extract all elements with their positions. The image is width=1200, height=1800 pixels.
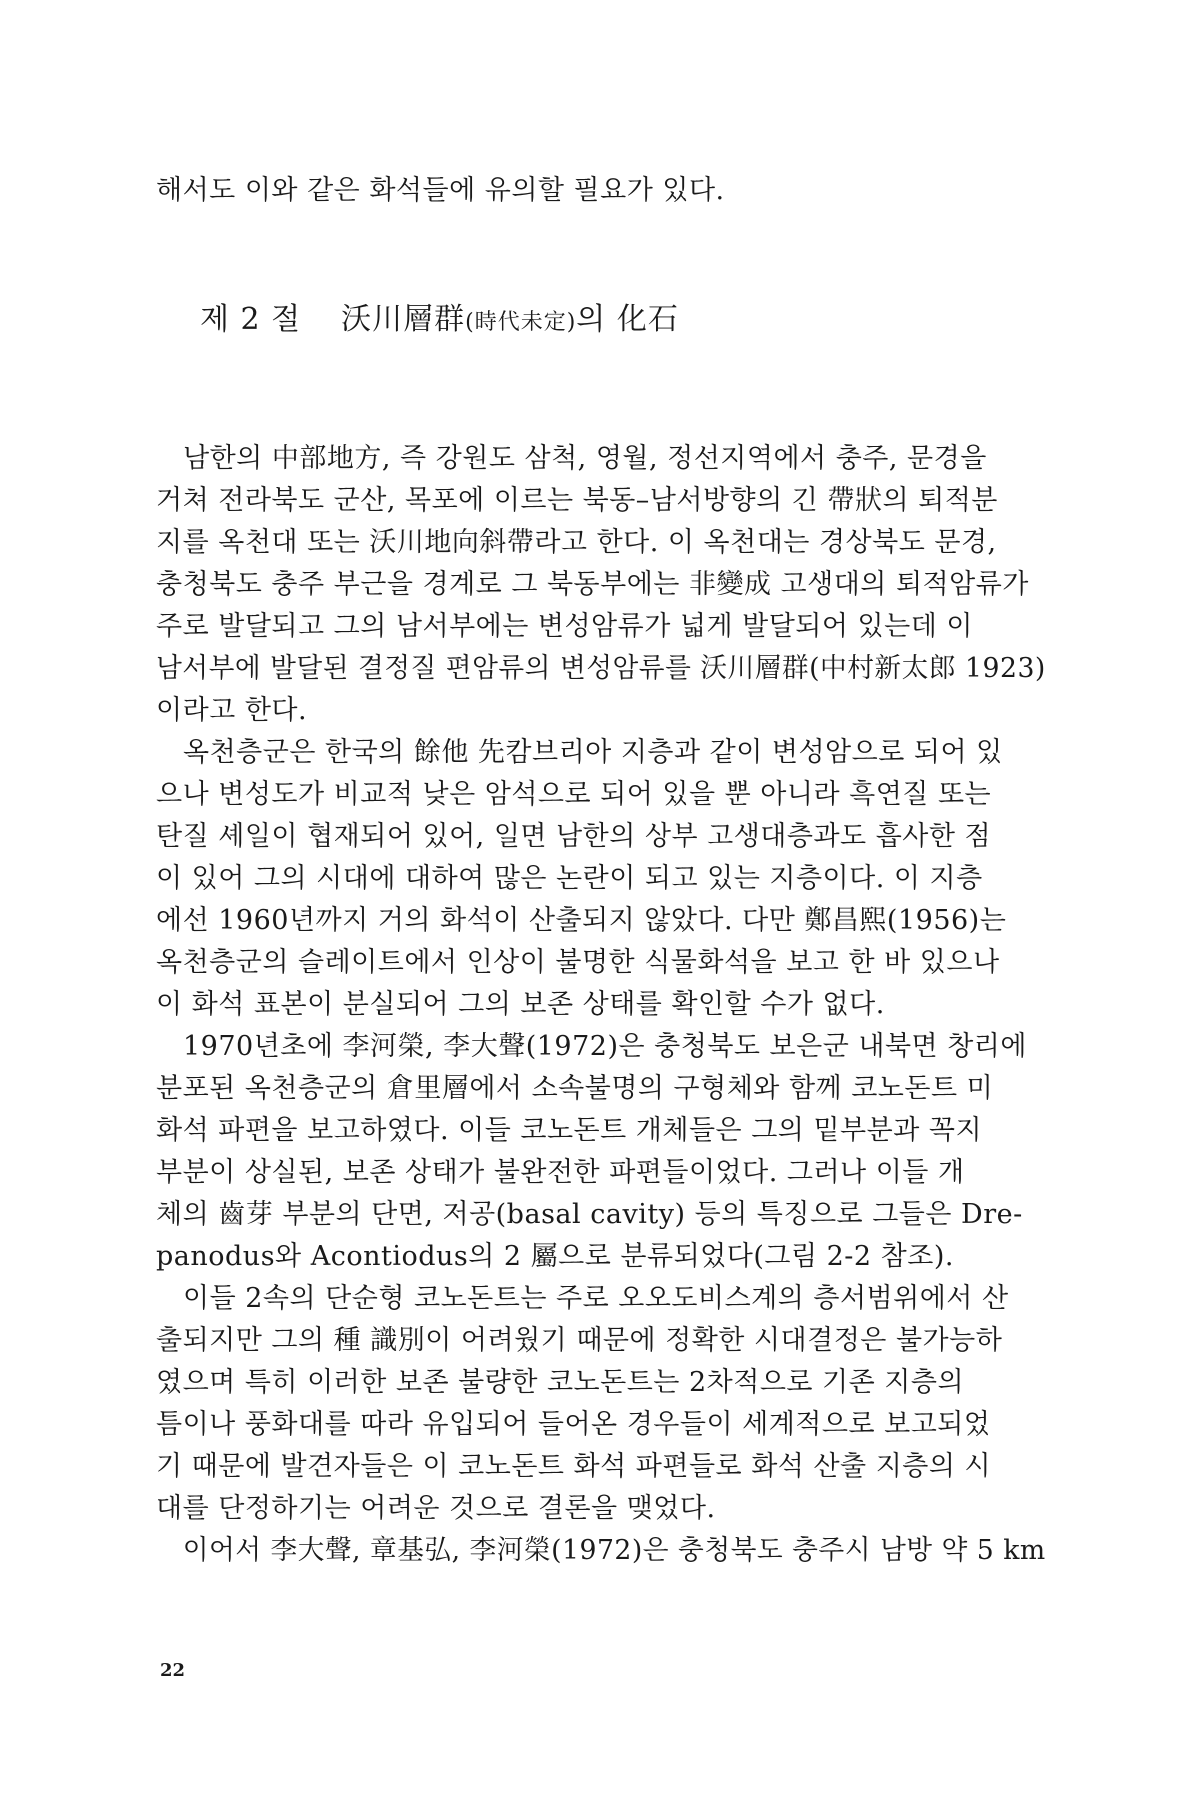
text-line: 부분이 상실된, 보존 상태가 불완전한 파편들이었다. 그러나 이들 개 bbox=[156, 1157, 965, 1188]
text-line: 거쳐 전라북도 군산, 목포에 이르는 북동–남서방향의 긴 帶狀의 퇴적분 bbox=[156, 485, 998, 516]
text-line: 이라고 한다. bbox=[156, 695, 308, 726]
text-line: 틈이나 풍화대를 따라 유입되어 들어온 경우들이 세계적으로 보고되었 bbox=[156, 1409, 991, 1440]
section-title-paren: (時代未定) bbox=[465, 310, 577, 335]
text-line: 체의 齒芽 부분의 단면, 저공(basal cavity) 등의 특징으로 그들은 Dre- bbox=[156, 1199, 1023, 1230]
body-text bbox=[156, 438, 1046, 1572]
text-line: 이 화석 표본이 분실되어 그의 보존 상태를 확인할 수가 없다. bbox=[156, 989, 885, 1020]
text-line: 으나 변성도가 비교적 낮은 암석으로 되어 있을 뿐 아니라 흑연질 또는 bbox=[156, 779, 992, 810]
text-line: 남한의 中部地方, 즉 강원도 삼척, 영월, 정선지역에서 충주, 문경을 bbox=[183, 443, 987, 474]
text-line: 대를 단정하기는 어려운 것으로 결론을 맺었다. bbox=[156, 1493, 716, 1524]
text-line: 기 때문에 발견자들은 이 코노돈트 화석 파편들로 화석 산출 지층의 시 bbox=[156, 1451, 992, 1482]
text-line: 충청북도 충주 부근을 경계로 그 북동부에는 非變成 고생대의 퇴적암류가 bbox=[156, 569, 1029, 600]
text-line: 화석 파편을 보고하였다. 이들 코노돈트 개체들은 그의 밑부분과 꼭지 bbox=[156, 1115, 983, 1146]
section-heading bbox=[200, 300, 679, 343]
section-title-end: 의 化石 bbox=[576, 302, 679, 337]
text-line: 였으며 특히 이러한 보존 불량한 코노돈트는 2차적으로 기존 지층의 bbox=[156, 1367, 965, 1398]
text-line: 에선 1960년까지 거의 화석이 산출되지 않았다. 다만 鄭昌熙(1956)는 bbox=[156, 905, 1007, 936]
text-line: 탄질 셰일이 협재되어 있어, 일면 남한의 상부 고생대층과도 흡사한 점 bbox=[156, 821, 992, 852]
text-line: 옥천층군은 한국의 餘他 先캄브리아 지층과 같이 변성암으로 되어 있 bbox=[183, 737, 1003, 768]
text-line: 출되지만 그의 種 識別이 어려웠기 때문에 정확한 시대결정은 불가능하 bbox=[156, 1325, 1003, 1356]
page-number: 22 bbox=[160, 1660, 186, 1681]
lead-paragraph bbox=[156, 170, 1046, 212]
section-number: 제 2 절 bbox=[200, 302, 302, 337]
text-line: 이어서 李大聲, 章基弘, 李河榮(1972)은 충청북도 충주시 남방 약 5 km bbox=[182, 1535, 1046, 1566]
text-line: 해서도 이와 같은 화석들에 유의할 필요가 있다. bbox=[156, 175, 725, 206]
text-line: 이들 2속의 단순형 코노돈트는 주로 오오도비스계의 층서범위에서 산 bbox=[183, 1283, 1009, 1314]
text-line: 이 있어 그의 시대에 대하여 많은 논란이 되고 있는 지층이다. 이 지층 bbox=[156, 863, 983, 894]
text-line: 주로 발달되고 그의 남서부에는 변성암류가 넓게 발달되어 있는데 이 bbox=[156, 611, 973, 642]
text-line: 분포된 옥천층군의 倉里層에서 소속불명의 구형체와 함께 코노돈트 미 bbox=[156, 1073, 994, 1104]
text-line: 1970년초에 李河榮, 李大聲(1972)은 충청북도 보은군 내북면 창리에 bbox=[183, 1031, 1027, 1062]
text-line: panodus와 Acontiodus의 2 屬으로 분류되었다(그림 2-2 참조). bbox=[156, 1241, 954, 1272]
text-line: 옥천층군의 슬레이트에서 인상이 불명한 식물화석을 보고 한 바 있으나 bbox=[156, 947, 1000, 978]
text-line: 지를 옥천대 또는 沃川地向斜帶라고 한다. 이 옥천대는 경상북도 문경, bbox=[156, 527, 997, 558]
text-line: 남서부에 발달된 결정질 편암류의 변성암류를 沃川層群(中村新太郎 1923) bbox=[156, 653, 1046, 684]
section-title-main: 沃川層群 bbox=[341, 302, 466, 337]
